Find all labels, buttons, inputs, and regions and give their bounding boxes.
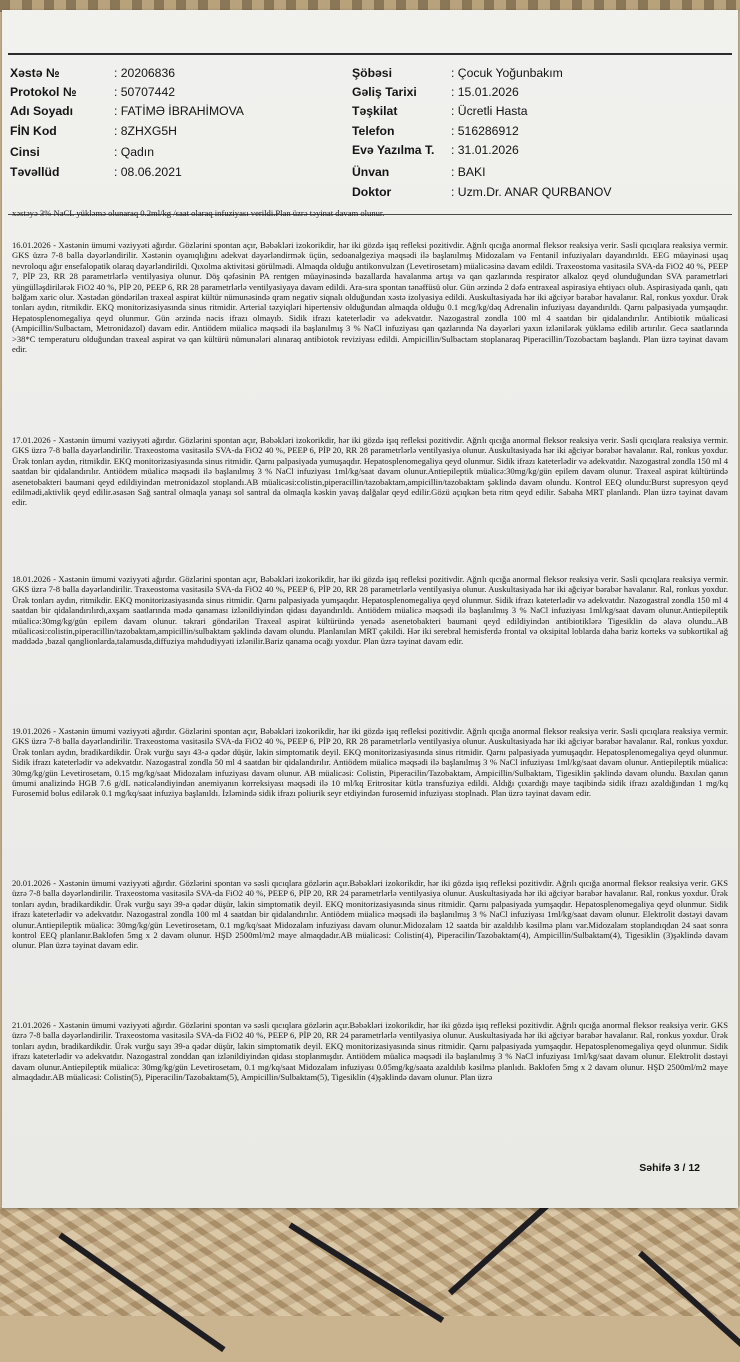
header-value: : Uzm.Dr. ANAR QURBANOV bbox=[451, 185, 612, 199]
header-value: : Qadın bbox=[114, 145, 154, 159]
header-label: Protokol № bbox=[10, 85, 77, 99]
header-top-rule bbox=[8, 53, 732, 55]
header-value: : 20206836 bbox=[114, 66, 175, 80]
header-value: : 08.06.2021 bbox=[114, 165, 182, 179]
header-value: : Çocuk Yoğunbakım bbox=[451, 66, 563, 80]
header-field-birth-date bbox=[10, 165, 182, 179]
page-number: Səhifə 3 / 12 bbox=[639, 1162, 700, 1174]
header-value: : Ücretli Hasta bbox=[451, 104, 528, 118]
header-field-fin-code bbox=[10, 124, 177, 138]
note-paragraph-19-01-2026: 19.01.2026 - Xəstənin ümumi vəziyyəti ağırdır. Gözlərini spontan açır, Bəbəkləri izokorikdir, hər iki gözdə işıq refleksi pozitivdir. Ağrılı qıcığa anormal fleksor reaksiya verir. Səsli qıcıqlara reaksiya vermir. GKS üzrə 7-8 balla dəyərləndirilir. Traxeostoma vasitəsilə SVA-da FiO2 40 %, PEEP 6, PİP 20, RR 28 parametrlərlə ventilyasiya olunur. Auskultasiyada hər iki ağciyər bərabər havalanır. Ral, ronkus yoxdur. Ürək tonları aydın, bradikardikdir. Ürək vurğu sayı 43-ə qədər düşür, lakin simptomatik deyil. EKQ monitorizasiyasında sinus ritmidir. Qarnı palpasiyada yumuşaqdır. Hepatosplenomegaliya qeyd olunmur. Sidik ifrazı kateterlədir və adekvatdır. Nazogastral zondla 50 ml 4 saatdan bir qidalandırılır. Antiödem müalicə məqsədi ilə başlanılmış 3 % NaCl infuziyası 1ml/kg/saat davam olunur. Antiepileptik müalicə: 30mg/kg/gün Levetirosetam, 0.15 mg/kg/saat Midozalam infuziyası davam olunur. AB müalicəsi: Colistin, Piperacilin/Tazobaktam, Ampicillin/Sulbaktam, Tigesiklin şəklində davam olundu. Baxılan qanın ümumi analizində HGB 7.6 g/dL nəticələndiyindən anemiyanın korreksiyası məqsədi ilə 10 ml/kq Eritrositar kütlə transfuziya edildi. Aldığı çıxardığı maye taqibində sidik ifrazı azaldığından 1 mg/kq Furosemid bolus edilərək 0.1 mg/kq/saat infuziya başlanıldı. İzləmində sidik ifrazı poliurik seyr etdiyindən furosemid infuziyası stoplnadı. Plan üzrə təyinat davam edir. bbox=[12, 726, 728, 799]
header-label: Telefon bbox=[352, 124, 395, 138]
header-field-phone bbox=[352, 124, 519, 138]
note-paragraph-16-01-2026: 16.01.2026 - Xəstənin ümumi vəziyyəti ağırdır. Gözlərini spontan açır, Bəbəkləri izokorikdir, hər iki gözdə işıq refleksi pozitivdir. Ağrılı qıcığa anormal fleksor reaksiya verir. Səsli qıcıqlara reaksiya vermir. GKS üzrə 7-8 balla dəyərləndirilir. Xəstənin oyanıqlığını adekvat dəyərləndirmək üçün, sedoanalgeziya məqsədi ilə başlanılmış Midozalam və Fentanil infuziyaları dayandırıldı. EEG müayinəsi uşaq nevroloqu ağır ensefalopatik olaraq dəyərləndirildi. Qıxolma aktivitəsi görülmədi. Almaqda olduğu antikonvulzan (Levetirosetam) müalicəsinə davam edildi. Traxeostoma vasitəsilə SVA-da FiO2 40 %, PEEP 7, PİP 23, RR 28 parametrlərlə ventilyasiya olunur. Döş qəfəsinin PA rentgen müayinəsində bazallarda havalanma artışı və qan qazlarında respirator alkaloz qeyd olunduğundan SVA parametrləri yüngülləşdirilərək FiO2 40 %, PİP 20, PEEP 6, RR 28 parametrlərlə ventilyasiyaya davam edildi. Ara-sıra spontan tənəffüsü olur. Gün ərzində 2 dəfə entraxeal aspirasiya ehtiyacı olub. Aspirasiyada qanlı, qatı bəlğəm xaric olur. Xəstədən göndərilən traxeal aspirat kültür nümunəsində qram negativ siqnalı olduğundan xəstə izolyasiya edildi. Auskultasiyada hər iki ağciyər bərabər havalanır. Ral, ronkus yoxdur. Ürək tonları aydın, ritmikdir. EKQ monitorizasiyasında sinus ritmidir. Arterial təzyiqləri hipertensiv olduğundan almaqda olduğu 0.1 mcg/kg/dəq Adrenalin infuziyası dayandırıldı. Qarnı palpasiyada yumşaqdır. Hepatosplenomegaliya qeyd olunmur. Gün ərzində nəcis ifrazı olmayıb. Sidik ifrazı kateterlədir və adekvatdır. Nazogastral zondla 100 ml 4 saatdan bir qidalandırılır. Antibiotik müalicəsi (Ampicillin/Sulbactam, Metronidazol) davam edir. Antiödem müalicə məqsədi ilə başlanılmış 3 % NaCl infuziyası qan qazlarında Na dəyərləri yaxın izlənilərək yükləmə edilib artırılır. Gecə saatlarında >38*C temperaturu olduğundan traxeal aspirat və qan kültürü nümunələri alınaraq antibiotok reviziyası edildi. Ampicillin/Sulbactam stoplanaraq Piperacillin/Tozobactam başlandı. Plan üzrə təyinat davam edir. bbox=[12, 240, 728, 355]
note-paragraph-17-01-2026: 17.01.2026 - Xəstənin ümumi vəziyyəti ağırdır. Gözlərini spontan açır, Bəbəkləri izokorikdir, hər iki gözdə işıq refleksi pozitivdir. Ağrılı qıcığa anormal fleksor reaksiya verir. Səsli qıcıqlara reaksiya vermir. GKS üzrə 7-8 balla dəyərləndirilir. Traxeostoma vasitəsilə SVA-da FiO2 40 %, PEEP 6, PİP 20, RR 28 parametrlərlə ventilyasiya olunur. Auskultasiyada hər iki ağciyər bərabər havalanır. Ral, ronkus yoxdur. Ürək tonları aydın, ritmikdir. EKQ monitorizasiyasında sinus ritmidir. Qarnı palpasiyada yumuşaqdır. Hepatosplenomegaliya qeyd olunmur. Sidik ifrazı kateterlədir və adekvatdır. Nazogastral zondla 150 ml 4 saatdan bir qidalandırılır. Antiödem müalicə məqsədi ilə başlanılmış 3 % NaCl infuziyası 1ml/kg/saat davam olunur.Antiepileptik müalicə:30mg/kg/gün epilem davam olunur. Traxeal aspirat kültüründə asenetobakteri baumani qeyd edildiyindən metronidazol stoplandı.AB müalicəsi:colistin,piperacillin/tazobaktam,ampicillin/tazobaktam şəklində davam olundu. Kontrol EEQ olundu:Burst supresyon qeyd edilmədi,aktivlik qeyd edilir.əsasən Sağ santral olmaqla yanaşı sol santral da olmaqla kəskin yavaş dalğalar qeyd edilir.Gözü açıqkən beta ritm qeyd edilir. Sabaha MRT planlandı. Plan üzrə təyinat davam edir. bbox=[12, 435, 728, 508]
note-paragraph-18-01-2026: 18.01.2026 - Xəstənin ümumi vəziyyəti ağırdır. Gözlərini spontan açır, Bəbəkləri izokorikdir, hər iki gözdə işıq refleksi pozitivdir. Ağrılı qıcığa anormal fleksor reaksiya verir. Səsli qıcıqlara reaksiya vermir. GKS üzrə 7-8 balla dəyərləndirilir. Traxeostoma vasitəsilə SVA-da FiO2 40 %, PEEP 6, PİP 20, RR 28 parametrlərlə ventilyasiya olunur. Auskultasiyada hər iki ağciyər bərabər havalanır. Ral, ronkus yoxdur. Ürək tonları aydın, ritmikdir. EKQ monitorizasiyasında sinus ritmidir. Qarnı palpasiyada yumşaqdır. Hepatosplenomegaliya qeyd olunmur. Sidik ifrazı kateterlədir və adekvatdır. Nazogastral zondla 150 ml 4 saatdan bir qidalandırılırdı,axşam saatlarında mədə qanaması izlənildiyindən qidası dayandırıldı. Antiödem müalicə məqsədi ilə başlanılmış 3 % NaCl infuziyası 1ml/kg/saat davam olunur.Antiepileptik müalicə:30mg/kg/gün epilem davam olunur. təkrari göndərilən Traxeal aspirat kültüründə yenədə asenetobakteri baumani qeyd edildiyindən antibiotiklərə Tigesiklin də əlavə olundu..AB müalicəsi:colistin,piperacillin/tazobaktam,ampicillin/sulbaktam şəklində davam olundu. Planlanılan MRT çəkildi. Hər iki serebral hemisferdə frontal və oksipital loblarda daha bariz korteks və subkortikal ağ maddədə ,bazal qanglionlarda,talamusda,diffuziya məhdudiyyəti izlənilir.Bariz qanama ocağı yoxdur. Plan üzrə təyinat davam edir. bbox=[12, 574, 728, 647]
header-label: Xəstə № bbox=[10, 66, 60, 80]
background-carpet bbox=[0, 1206, 740, 1316]
header-field-doctor bbox=[352, 185, 612, 199]
header-value: : 516286912 bbox=[451, 124, 519, 138]
header-label: FİN Kod bbox=[10, 124, 57, 138]
header-value: : FATİMƏ İBRAHİMOVA bbox=[114, 104, 244, 118]
header-label: Doktor bbox=[352, 185, 392, 199]
header-value: : 8ZHXG5H bbox=[114, 124, 177, 138]
header-value: : 31.01.2026 bbox=[451, 143, 519, 157]
header-label: Cinsi bbox=[10, 145, 40, 159]
note-paragraph-20-01-2026: 20.01.2026 - Xəstənin ümumi vəziyyəti ağırdır. Gözlərini spontan və səsli qıcıqlara gözlərin açır.Bəbəkləri izokorikdir, hər iki gözdə işıq refleksi pozitivdir. Ağrılı qıcığa anormal fleksor reaksiya verir. GKS üzrə 7-8 balla dəyərləndirilir. Traxeostoma vasitəsilə SVA-da FiO2 40 %, PEEP 6, PİP 20, RR 24 parametrlərlə ventilyasiya olunur. Auskultasiyada hər iki ağciyər bərabər havalanır. Ral, ronkus yoxdur. Ürək tonları aydın, bradikardikdir. Ürək vurğu sayı 39-a qədər düşür, lakin simptomatik deyil. EKQ monitorizasiyasında sinus ritmidir. Qarnı palpasiyada yumşaqdır. Hepatosplenomegaliya qeyd olunmur. Sidik ifrazı kateterlədir və adekvatdır. Nazogastral zondla 100 ml 4 saatdan bir qidalandırılır. Antiödem müalicə məqsədi ilə başlanılmış 3 % NaCl infuziyası 1ml/kg/saat davam olunur. Elektrolit dəstəyi davam olunur.Antiepileptik müalicə: 30mg/kg/gün Levetirosetam, 0.1 mg/kq/saat Midozalam infuziyası davam olunur.Midozalam 12 saatda bir azaldılıb kəsilmə planı var.Midozalam stoplandıqdan 24 saat sonra kontrol EEQ planlanır.Baklofen 5mg x 2 davam olunur. HŞD 2500ml/m2 maye almaqdadır.AB müalicəsi: Colistin(4), Piperacilin/Tazobaktam(4), Ampicillin/Sulbaktam(4), Tigesiklin (3)şəklində davam olunur. Plan üzrə təyinat davam edir. bbox=[12, 878, 728, 951]
header-field-name bbox=[10, 104, 244, 118]
header-label: Evə Yazılma T. bbox=[352, 143, 435, 157]
header-label: Şöbəsi bbox=[352, 66, 392, 80]
header-value: : BAKI bbox=[451, 165, 486, 179]
medical-record-page bbox=[2, 10, 738, 1208]
note-paragraph-21-01-2026: 21.01.2026 - Xəstənin ümumi vəziyyəti ağırdır. Gözlərini spontan və səsli qıcıqlara gözlərin açır.Bəbəkləri izokorikdir, hər iki gözdə işıq refleksi pozitivdir. Ağrılı qıcığa anormal fleksor reaksiya verir. GKS üzrə 7-8 balla dəyərləndirilir. Traxeostoma vasitəsilə SVA-da FiO2 40 %, PEEP 6, PİP 20, RR 24 parametrlərlə ventilyasiya olunur. Auskultasiyada hər iki ağciyər bərabər havalanır. Ral, ronkus yoxdur. Ürək tonları aydın, bradikardikdir. Ürək vurğu sayı 39-a qədər düşür, lakin simptomatik deyil. EKQ monitorizasiyasında sinus ritmidir. Qarnı palpasiyada yumşaqdır. Hepatosplenomegaliya qeyd olunmur. Sidik ifrazı kateterlədir və adekvatdır. Nazogastral zonddan qan izlənildiyindən qidası stoplanmışdır. Antiödem müalicə məqsədi ilə başlanılmış 3 % NaCl infuziyası 1ml/kg/saat davam olunur. Elektrolit dəstəyi davam olunur.Antiepileptik müalicə: 30mg/kg/gün Levetirosetam, 0.1 mg/kq/saat Midozalam infuziyası 0.05mg/kg/saata azaldılıb kəsilmə planlıdı. Baklofen 5mg x 2 davam olunur. HŞD 2500ml/m2 maye almaqdadır.AB müalicəsi: Colistin(5), Piperacilin/Tazobaktam(5), Ampicillin/Sulbaktam(5), Tigesiklin (4)şəklində davam olunur. Plan üzrə bbox=[12, 1020, 728, 1083]
header-field-patient-no bbox=[10, 66, 175, 80]
header-label: Təvəllüd bbox=[10, 165, 60, 179]
header-field-protocol-no bbox=[10, 85, 175, 99]
header-field-organization bbox=[352, 104, 528, 118]
header-label: Ünvan bbox=[352, 165, 390, 179]
note-paragraph-continuation: xəstəyə 3% NaCL yükləmə olunaraq 0.2ml/kg /saat olaraq infuziyası verildi.Plan üzrə təyinat davam olunur. bbox=[12, 208, 385, 218]
header-field-address bbox=[352, 165, 486, 179]
header-label: Adı Soyadı bbox=[10, 104, 73, 118]
header-field-arrival-date bbox=[352, 85, 519, 99]
header-label: Təşkilat bbox=[352, 104, 398, 118]
header-label: Gəliş Tarixi bbox=[352, 85, 417, 99]
header-field-department bbox=[352, 66, 563, 80]
header-field-gender bbox=[10, 145, 154, 159]
header-field-discharge-date bbox=[352, 143, 519, 157]
header-value: : 15.01.2026 bbox=[451, 85, 519, 99]
header-value: : 50707442 bbox=[114, 85, 175, 99]
